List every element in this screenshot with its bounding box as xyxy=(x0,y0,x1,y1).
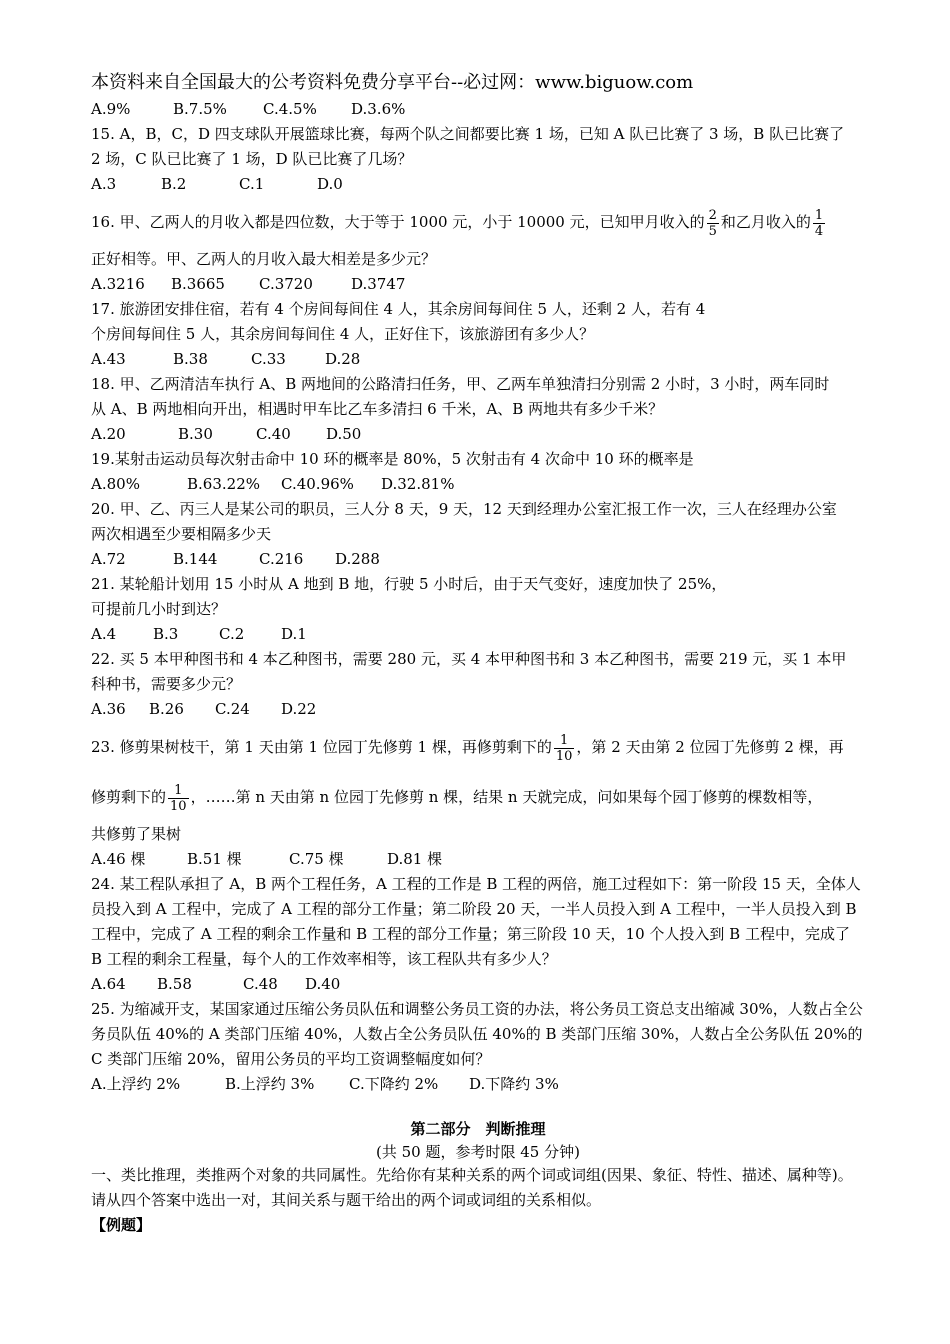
option: C.下降约 2% xyxy=(349,1075,439,1093)
option: D.81 棵 xyxy=(387,850,443,868)
q14-options xyxy=(91,97,865,122)
option: A.64 xyxy=(91,975,126,993)
question-text: 两次相遇至少要相隔多少天 xyxy=(91,525,272,543)
option: C.33 xyxy=(251,350,286,368)
option: A.3 xyxy=(91,175,117,193)
q18-options xyxy=(91,422,865,447)
option: C.4.5% xyxy=(263,100,317,118)
option: B.3 xyxy=(153,625,179,643)
option: C.2 xyxy=(219,625,245,643)
option: D.1 xyxy=(281,625,307,643)
question-text-part: 修剪剩下的 xyxy=(91,788,167,806)
option: D.288 xyxy=(335,550,380,568)
fraction-denominator: 10 xyxy=(555,748,573,764)
option: D.50 xyxy=(326,425,362,443)
option: D.28 xyxy=(325,350,361,368)
question-text: 个房间每间住 5 人，其余房间每间住 4 人，正好住下，该旅游团有多少人？ xyxy=(91,325,595,343)
example-heading: 【例题】 xyxy=(91,1216,152,1234)
question-text: 从 A、B 两地相向开出，相遇时甲车比乙车多清扫 6 千米，A、B 两地共有多少千米？ xyxy=(91,400,664,418)
question-text-part: ，第 2 天由第 2 位园丁先修剪 2 棵，再 xyxy=(576,738,844,756)
question-text: 25. 为缩减开支，某国家通过压缩公务员队伍和调整公务员工资的办法，将公务员工资总支出缩减 30%，人数占全公务员队伍 40%的 A 类部门压缩 40%，人数占全公务员队伍 40%的 B 类部门压缩 30%，人数占全公务队伍 20%的 C 类部门压缩 20%，留用公务员的平均工资调整幅度如何？ xyxy=(91,1000,863,1068)
option: D.3.6% xyxy=(351,100,406,118)
question-text-part: 和乙月收入的 xyxy=(720,213,811,231)
option: A.20 xyxy=(91,425,126,443)
fraction xyxy=(707,208,719,239)
question-text: 2 场，C 队已比赛了 1 场，D 队已比赛了几场？ xyxy=(91,150,413,168)
option: A.43 xyxy=(91,350,126,368)
option: B.58 xyxy=(157,975,192,993)
question-text: 21. 某轮船计划用 15 小时从 A 地到 B 地，行驶 5 小时后，由于天气变好，速度加快了 25%， xyxy=(91,575,727,593)
question-text-part: 16. 甲、乙两人的月收入都是四位数，大于等于 1000 元，小于 10000 元，已知甲月收入的 xyxy=(91,213,705,231)
option: D.22 xyxy=(281,700,317,718)
fraction xyxy=(813,208,825,239)
q17-options xyxy=(91,347,865,372)
option: B.7.5% xyxy=(173,100,227,118)
option: B.3665 xyxy=(171,275,225,293)
question-text-part: 23. 修剪果树枝干，第 1 天由第 1 位园丁先修剪 1 棵，再修剪剩下的 xyxy=(91,738,552,756)
section-intro: 一、类比推理，类推两个对象的共同属性。先给你有某种关系的两个词或词组(因果、象征、特性、描述、属种等)。请从四个答案中选出一对，其间关系与题干给出的两个词或词组的关系相似。 xyxy=(91,1166,853,1209)
q24-options xyxy=(91,972,865,997)
option: D.0 xyxy=(317,175,343,193)
option: B.2 xyxy=(161,175,187,193)
q20-options xyxy=(91,547,865,572)
fraction-denominator: 10 xyxy=(170,798,187,814)
q19-options xyxy=(91,472,865,497)
q21-options xyxy=(91,622,865,647)
q25-options xyxy=(91,1072,865,1097)
question-text xyxy=(91,772,865,822)
option: A.上浮约 2% xyxy=(91,1075,181,1093)
fraction-denominator: 5 xyxy=(708,223,717,239)
question-text: 22. 买 5 本甲种图书和 4 本乙种图书，需要 280 元，买 4 本甲种图书和 3 本乙种图书，需要 219 元，买 1 本甲 xyxy=(91,650,847,668)
option: D.下降约 3% xyxy=(469,1075,559,1093)
option: C.3720 xyxy=(259,275,313,293)
option: A.36 xyxy=(91,700,126,718)
option: C.75 棵 xyxy=(289,850,344,868)
option: B.30 xyxy=(178,425,213,443)
option: C.40.96% xyxy=(281,475,354,493)
question-text: 15. A，B，C，D 四支球队开展篮球比赛，每两个队之间都要比赛 1 场，已知 A 队已比赛了 3 场，B 队已比赛了 xyxy=(91,125,845,143)
q23-options xyxy=(91,847,865,872)
option: C.24 xyxy=(215,700,250,718)
page-header: 本资料来自全国最大的公考资料免费分享平台--必过网：www.biguow.com xyxy=(91,72,694,93)
question-text: 正好相等。甲、乙两人的月收入最大相差是多少元？ xyxy=(91,250,437,268)
option: A.46 棵 xyxy=(91,850,146,868)
option: C.48 xyxy=(243,975,278,993)
fraction-numerator: 1 xyxy=(174,782,183,798)
option: D.3747 xyxy=(351,275,406,293)
question-text xyxy=(91,722,865,772)
option: A.80% xyxy=(91,475,140,493)
section-title: 第二部分 判断推理 xyxy=(410,1120,546,1138)
question-text: 18. 甲、乙两清洁车执行 A、B 两地间的公路清扫任务，甲、乙两车单独清扫分别需 2 小时，3 小时，两车同时 xyxy=(91,375,830,393)
option: B.63.22% xyxy=(187,475,260,493)
document-content xyxy=(91,97,865,1238)
question-text: 17. 旅游团安排住宿，若有 4 个房间每间住 4 人，其余房间每间住 5 人，还剩 2 人，若有 4 xyxy=(91,300,706,318)
question-text: 20. 甲、乙、丙三人是某公司的职员，三人分 8 天，9 天，12 天到经理办公室汇报工作一次，三人在经理办公室 xyxy=(91,500,837,518)
option: B.38 xyxy=(173,350,208,368)
option: B.上浮约 3% xyxy=(225,1075,315,1093)
question-text-part: ，……第 n 天由第 n 位园丁先修剪 n 棵，结果 n 天就完成，问如果每个园丁修剪的棵数相等， xyxy=(190,788,823,806)
option: B.144 xyxy=(173,550,218,568)
question-text: 可提前几小时到达？ xyxy=(91,600,227,618)
fraction-numerator: 1 xyxy=(560,732,569,748)
fraction-numerator: 1 xyxy=(814,207,824,223)
option: A.3216 xyxy=(91,275,145,293)
fraction xyxy=(168,783,189,814)
option: C.1 xyxy=(239,175,265,193)
question-text: 共修剪了果树 xyxy=(91,825,182,843)
option: A.4 xyxy=(91,625,117,643)
fraction-denominator: 4 xyxy=(814,223,824,239)
option: C.40 xyxy=(256,425,291,443)
question-text xyxy=(91,197,865,247)
question-text: 24. 某工程队承担了 A，B 两个工程任务，A 工程的工作是 B 工程的两倍，施工过程如下：第一阶段 15 天，全体人员投入到 A 工程中，完成了 A 工程的部分工作量；第二阶段 20 天，一半人员投入到 A 工程中，一半人员投入到 B 工程中，完成了 A 工程的剩余工作量和 B 工程的部分工作量；第三阶段 10 天，10 个人投入到 B 工程中，完成了 B 工程的剩余工程量，每个人的工作效率相等，该工程队共有多少人？ xyxy=(91,875,861,968)
fraction-numerator: 2 xyxy=(708,207,717,223)
option: D.32.81% xyxy=(381,475,455,493)
option: B.26 xyxy=(149,700,184,718)
section-subtitle: (共 50 题，参考时限 45 分钟) xyxy=(376,1143,580,1161)
q15-options xyxy=(91,172,865,197)
q22-options xyxy=(91,697,865,722)
option: B.51 棵 xyxy=(187,850,242,868)
question-text: 19.某射击运动员每次射击命中 10 环的概率是 80%，5 次射击有 4 次命中 10 环的概率是 xyxy=(91,450,694,468)
question-text: 科种书，需要多少元？ xyxy=(91,675,242,693)
q16-options xyxy=(91,272,865,297)
option: D.40 xyxy=(305,975,341,993)
fraction xyxy=(554,733,575,764)
option: A.72 xyxy=(91,550,126,568)
option: C.216 xyxy=(259,550,304,568)
option: A.9% xyxy=(91,100,131,118)
